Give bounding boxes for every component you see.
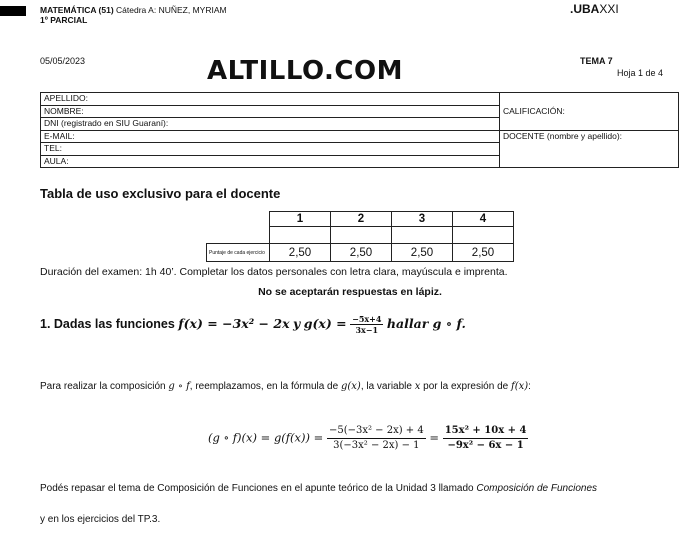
review-note-start: Podés repasar el tema de Composición de Funciones en el apunte teórico de la Unidad 3 llamado [40, 483, 474, 494]
formula-fraction-2 [443, 424, 529, 453]
score-value-1: 2,50 [270, 244, 331, 262]
para-end: : [528, 381, 531, 392]
para-gof: g ∘ f [168, 381, 190, 392]
formula-numerator-2: 15x² + 10x + 4 [443, 424, 529, 439]
field-calificacion[interactable]: CALIFICACIÓN: [500, 93, 679, 131]
score-value-4: 2,50 [453, 244, 514, 262]
score-header-4: 4 [453, 212, 514, 227]
para-mid3: por la expresión de [423, 381, 509, 392]
review-note-end: y en los ejercicios del TP.3. [40, 514, 161, 525]
exercise-1-suffix: hallar g ∘ f. [386, 315, 466, 331]
corner-mark [0, 6, 26, 16]
field-tel[interactable]: TEL: [41, 143, 500, 156]
uba-logo [570, 2, 619, 16]
score-header-2: 2 [331, 212, 392, 227]
para-mid2: , la variable [360, 381, 412, 392]
score-row-label [207, 244, 270, 262]
conjunction-y: y [293, 315, 301, 331]
para-mid1: , reemplazamos, en la fórmula de [189, 381, 339, 392]
score-header-1: 1 [270, 212, 331, 227]
score-grade-3[interactable] [392, 227, 453, 244]
course-header [40, 5, 227, 15]
score-value-2: 2,50 [331, 244, 392, 262]
uba-logo-bold: .UBA [570, 2, 600, 16]
page-counter: Hoja 1 de 4 [617, 68, 664, 78]
score-value-3: 2,50 [392, 244, 453, 262]
field-nombre[interactable]: NOMBRE: [41, 105, 500, 118]
para-x: x [414, 381, 421, 392]
catedra: Cátedra A: NUÑEZ, MYRIAM [116, 5, 227, 15]
composition-paragraph [40, 381, 531, 392]
exam-date: 05/05/2023 [40, 56, 86, 66]
score-grade-4[interactable] [453, 227, 514, 244]
no-pencil-notice: No se aceptarán respuestas en lápiz. [258, 286, 442, 298]
exercise-1-statement [40, 314, 466, 335]
score-table-title: Tabla de uso exclusivo para el docente [40, 186, 281, 201]
altillo-logo: ALTILLO.COM [207, 56, 403, 86]
score-header-3: 3 [392, 212, 453, 227]
score-corner-2 [207, 227, 270, 244]
score-grade-1[interactable] [270, 227, 331, 244]
field-docente[interactable]: DOCENTE (nombre y apellido): [500, 130, 679, 168]
g-numerator: −5x+4 [352, 314, 382, 324]
duration-instructions: Duración del examen: 1h 40’. Completar los datos personales con letra clara, mayúscula e imprenta. [40, 266, 508, 278]
student-info-form [40, 92, 679, 168]
score-grade-2[interactable] [331, 227, 392, 244]
field-dni[interactable]: DNI (registrado en SIU Guaraní): [41, 118, 500, 131]
para-start: Para realizar la composición [40, 381, 166, 392]
formula-denominator-1: 3(−3x² − 2x) − 1 [333, 440, 420, 451]
g-lhs: g(x) = [303, 315, 347, 331]
parcial-label: 1º PARCIAL [40, 15, 88, 25]
score-row-label-text: Puntaje de cada ejercicio [209, 249, 265, 256]
formula-equals: = [429, 430, 440, 445]
f-definition: f(x) = −3x² − 2x [178, 315, 290, 331]
para-gx: g(x) [340, 381, 361, 392]
formula-numerator-1: −5(−3x² − 2x) + 4 [327, 424, 426, 439]
review-note [40, 483, 597, 494]
para-fx: f(x) [511, 381, 529, 392]
field-aula[interactable]: AULA: [41, 155, 500, 168]
review-note-title: Composición de Funciones [476, 483, 598, 494]
score-table [206, 211, 514, 262]
exercise-1-prefix: 1. Dadas las funciones [40, 316, 175, 331]
score-corner [207, 212, 270, 227]
formula-lhs: (g ∘ f)(x) = g(f(x)) = [208, 430, 324, 445]
g-fraction [350, 314, 383, 335]
uba-logo-rest: XXI [599, 2, 619, 16]
formula-fraction-1 [327, 424, 426, 453]
formula-denominator-2: −9x² − 6x − 1 [447, 440, 524, 451]
field-email[interactable]: E-MAIL: [41, 130, 500, 143]
composition-formula [208, 424, 528, 453]
tema-label: TEMA 7 [580, 56, 613, 66]
g-denominator: 3x−1 [355, 325, 379, 335]
field-apellido[interactable]: APELLIDO: [41, 93, 500, 106]
course-name: MATEMÁTICA (51) [40, 5, 114, 15]
